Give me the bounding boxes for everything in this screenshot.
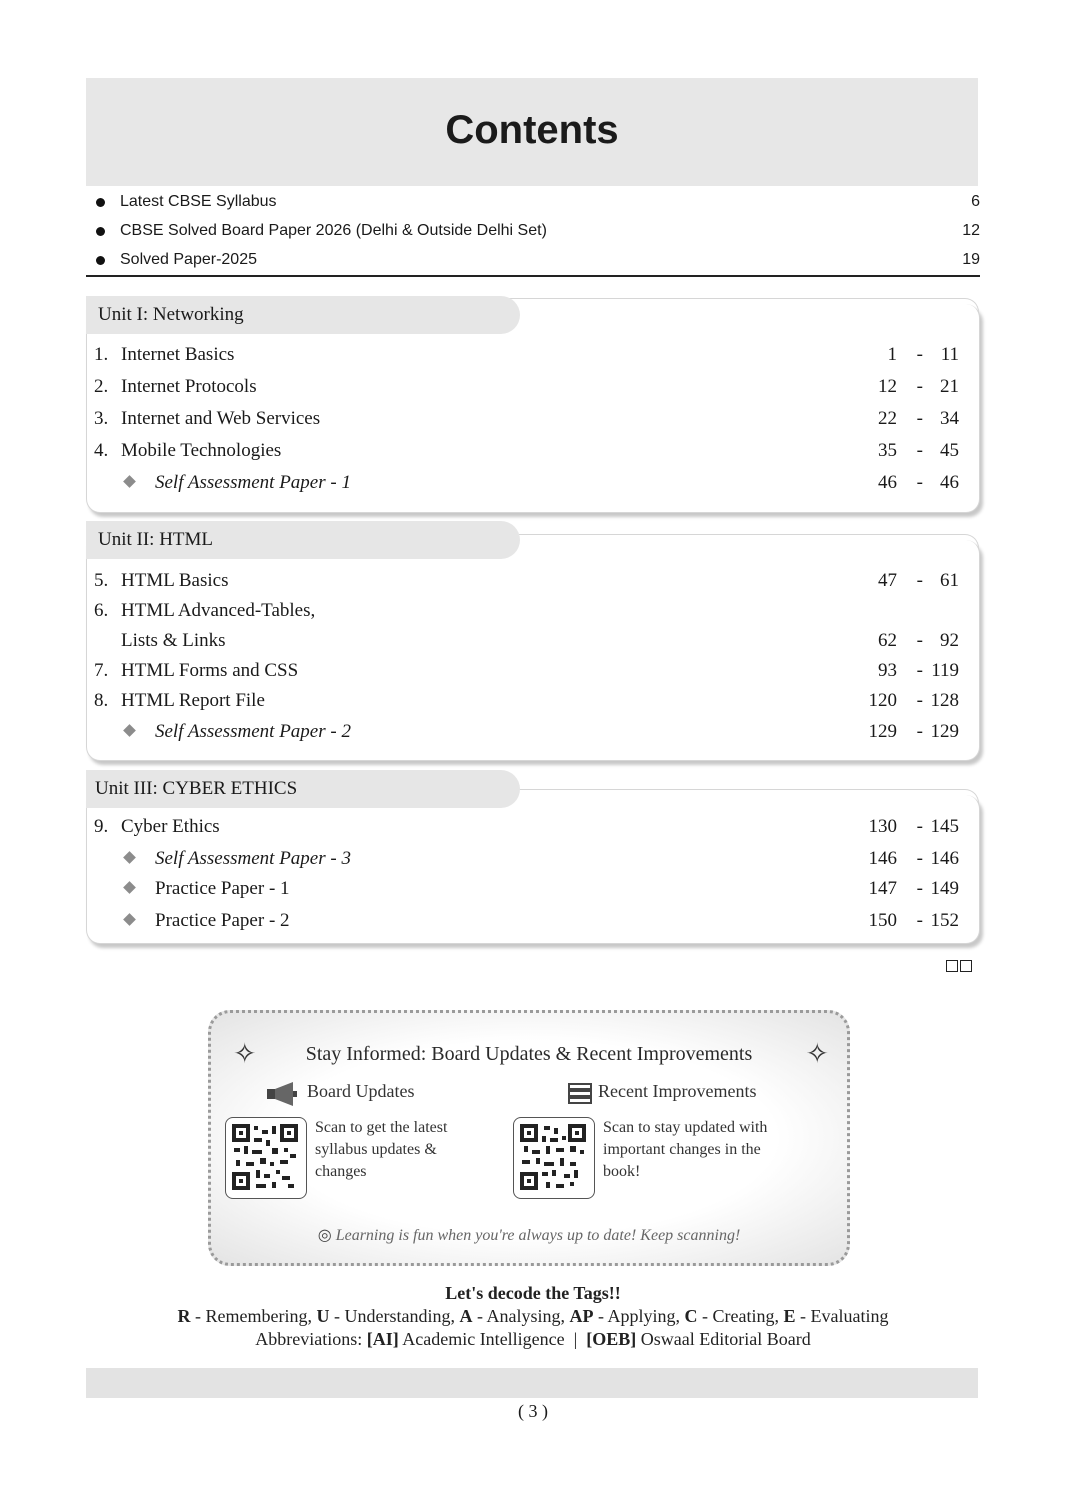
- chapter-number: 1.: [94, 344, 109, 365]
- target-icon: ◎: [317, 1227, 332, 1244]
- page-to: 152: [930, 910, 959, 931]
- page-dash: -: [916, 472, 923, 493]
- megaphone-icon: [265, 1081, 299, 1112]
- page-dash: -: [916, 408, 923, 429]
- page-to: 146: [930, 848, 959, 869]
- chapter-number: 4.: [94, 440, 109, 461]
- chapter-title: Practice Paper - 2: [155, 910, 290, 931]
- chapter-title-continued: Lists & Links: [121, 630, 226, 651]
- page-to: 128: [930, 690, 959, 711]
- abbrev-code: [OEB]: [586, 1329, 637, 1349]
- unit-title: Unit I: Networking: [98, 304, 244, 325]
- page-from: 22: [878, 408, 897, 429]
- page-to: 61: [940, 570, 959, 591]
- tag-code: AP: [569, 1306, 594, 1326]
- chapter-number: 9.: [94, 816, 109, 837]
- chapter-title: Mobile Technologies: [121, 440, 282, 461]
- chapter-number: 8.: [94, 690, 109, 711]
- info-box-footer: [211, 1225, 847, 1245]
- unit-card-networking: [86, 304, 980, 513]
- tag-meaning: Remembering: [205, 1306, 308, 1326]
- page-to: 119: [931, 660, 959, 681]
- chapter-title: Internet and Web Services: [121, 408, 321, 429]
- sparkle-icon: ✧: [805, 1039, 829, 1070]
- page-from: 93: [878, 660, 897, 681]
- chapter-title: HTML Advanced-Tables,: [121, 600, 316, 621]
- tag-code: C: [684, 1306, 698, 1326]
- tag-meaning: Evaluating: [810, 1306, 889, 1326]
- recent-improvements-qr-code[interactable]: [513, 1117, 595, 1199]
- tag-meaning: Applying: [607, 1306, 676, 1326]
- diamond-bullet-icon: [123, 724, 136, 737]
- board-updates-qr-code[interactable]: [225, 1117, 307, 1199]
- page-from: 146: [868, 848, 897, 869]
- page-from: 46: [878, 472, 897, 493]
- stay-informed-box: [208, 1010, 850, 1266]
- list-item[interactable]: [86, 219, 980, 248]
- page-to: 45: [940, 440, 959, 461]
- unit-title: Unit II: HTML: [98, 529, 214, 550]
- recent-improvements-heading: Recent Improvements: [598, 1081, 757, 1101]
- end-marker-icon: [946, 959, 974, 977]
- page-dash: -: [916, 848, 923, 869]
- chapter-number: 7.: [94, 660, 109, 681]
- page-dash: -: [916, 344, 923, 365]
- tag-code: R: [177, 1306, 191, 1326]
- page-from: 130: [868, 816, 897, 837]
- tags-heading: Let's decode the Tags!!: [445, 1283, 621, 1303]
- page-to: 21: [940, 376, 959, 397]
- page-to: 34: [940, 408, 959, 429]
- tag-meaning: Creating: [712, 1306, 775, 1326]
- footer-band: [86, 1368, 978, 1398]
- sparkle-icon: ✧: [233, 1039, 257, 1070]
- unit-heading: [86, 770, 520, 808]
- page-from: 47: [878, 570, 897, 591]
- page-dash: -: [916, 878, 923, 899]
- chapter-title: Cyber Ethics: [121, 816, 220, 837]
- abbrev-code: [AI]: [366, 1329, 399, 1349]
- bullet-icon: [96, 256, 105, 265]
- item-label: CBSE Solved Board Paper 2026 (Delhi & Outside Delhi Set): [120, 222, 547, 239]
- item-page: 19: [962, 251, 980, 268]
- page-from: 35: [878, 440, 897, 461]
- page-dash: -: [916, 816, 923, 837]
- page-from: 12: [878, 376, 897, 397]
- board-updates-heading: Board Updates: [307, 1081, 415, 1101]
- abbrev-meaning: Oswaal Editorial Board: [640, 1329, 811, 1349]
- page-from: 1: [887, 344, 897, 365]
- page-from: 147: [868, 878, 897, 899]
- diamond-bullet-icon: [123, 881, 136, 894]
- page-to: 129: [930, 721, 959, 742]
- page-to: 92: [940, 630, 959, 651]
- unit-heading: [86, 521, 520, 559]
- diamond-bullet-icon: [123, 475, 136, 488]
- chapter-title: HTML Report File: [121, 690, 265, 711]
- item-page: 6: [971, 193, 980, 210]
- chapter-title: HTML Forms and CSS: [121, 660, 299, 681]
- diamond-bullet-icon: [123, 851, 136, 864]
- unit-card-cyber-ethics: [86, 795, 980, 944]
- info-box-title: Stay Informed: Board Updates & Recent Improvements: [305, 1043, 753, 1065]
- chapter-title: Internet Protocols: [121, 376, 257, 397]
- divider: [86, 275, 980, 277]
- page-to: 149: [930, 878, 959, 899]
- chapter-number: 2.: [94, 376, 109, 397]
- page-from: 120: [868, 690, 897, 711]
- chapter-title: Self Assessment Paper - 2: [155, 721, 351, 742]
- recent-improvements-text: Scan to stay updated with important changes in the book!: [603, 1119, 768, 1180]
- page-number: ( 3 ): [518, 1401, 548, 1421]
- bullet-icon: [96, 227, 105, 236]
- chapter-number: 3.: [94, 408, 109, 429]
- list-item[interactable]: [86, 248, 980, 277]
- page-dash: -: [916, 376, 923, 397]
- item-page: 12: [962, 222, 980, 239]
- abbrev-meaning: Academic Intelligence: [402, 1329, 565, 1349]
- tag-meaning: Analysing: [486, 1306, 561, 1326]
- tag-code: E: [783, 1306, 796, 1326]
- unit-title: Unit III: CYBER ETHICS: [95, 778, 298, 799]
- tag-code: A: [459, 1306, 473, 1326]
- tags-legend: [0, 1282, 1066, 1351]
- page-dash: -: [916, 660, 923, 681]
- books-icon: [567, 1081, 593, 1112]
- list-item[interactable]: [86, 190, 980, 219]
- page-dash: -: [916, 721, 923, 742]
- diamond-bullet-icon: [123, 913, 136, 926]
- page-to: 46: [940, 472, 959, 493]
- page-from: 62: [878, 630, 897, 651]
- chapter-title: Internet Basics: [121, 344, 235, 365]
- chapter-title: HTML Basics: [121, 570, 229, 591]
- tag-code: U: [316, 1306, 330, 1326]
- page-from: 150: [868, 910, 897, 931]
- unit-heading: [86, 296, 520, 334]
- board-updates-text: Scan to get the latest syllabus updates & changes: [315, 1119, 448, 1180]
- tag-meaning: Understanding: [344, 1306, 451, 1326]
- contents-header-band: [86, 78, 978, 186]
- preliminaries-list: [86, 190, 980, 277]
- page-dash: -: [916, 440, 923, 461]
- page-dash: -: [916, 690, 923, 711]
- chapter-number: 6.: [94, 600, 109, 621]
- chapter-title: Practice Paper - 1: [155, 878, 290, 899]
- page-title: Contents: [445, 108, 619, 152]
- page-to: 11: [940, 344, 959, 365]
- tags-levels: R - Remembering, U - Understanding, A - Analysing, AP - Applying, C - Creating, E - Evaluating: [177, 1306, 889, 1326]
- unit-card-html: [86, 540, 980, 761]
- bullet-icon: [96, 198, 105, 207]
- info-box-footer-text: Learning is fun when you're always up to date! Keep scanning!: [335, 1227, 741, 1244]
- page-dash: -: [916, 630, 923, 651]
- page-to: 145: [930, 816, 959, 837]
- page-dash: -: [916, 570, 923, 591]
- chapter-number: 5.: [94, 570, 109, 591]
- chapter-title: Self Assessment Paper - 3: [155, 848, 351, 869]
- chapter-title: Self Assessment Paper - 1: [155, 472, 351, 493]
- abbreviations: Abbreviations: [AI] Academic Intelligence | [OEB] Oswaal Editorial Board: [255, 1329, 811, 1349]
- page-dash: -: [916, 910, 923, 931]
- item-label: Solved Paper-2025: [120, 251, 257, 268]
- abbrev-label: Abbreviations:: [255, 1329, 363, 1349]
- item-label: Latest CBSE Syllabus: [120, 193, 277, 210]
- page-from: 129: [868, 721, 897, 742]
